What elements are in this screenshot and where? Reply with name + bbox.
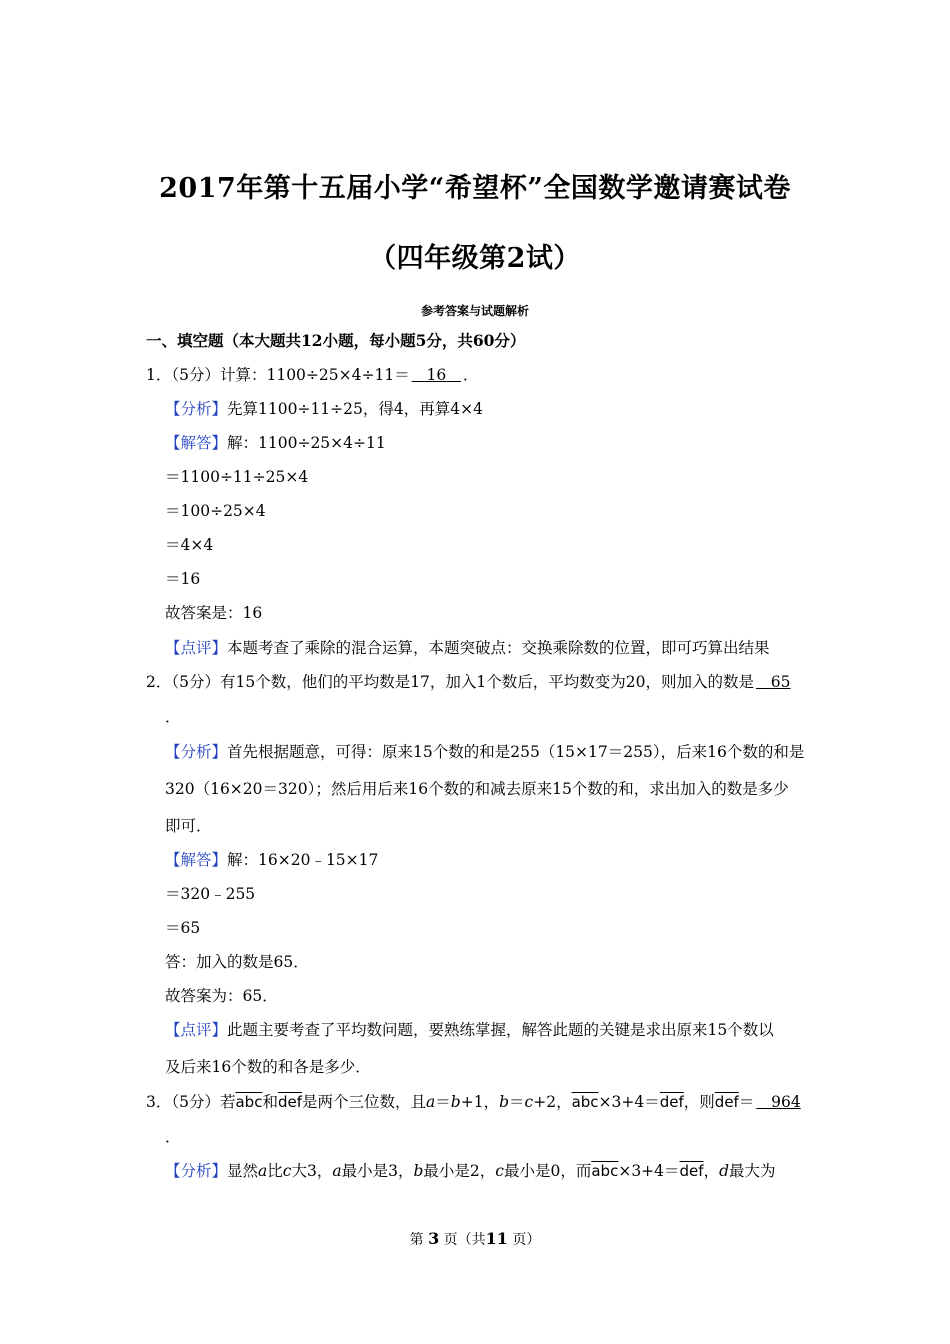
question-2-answer: 65 [770, 673, 791, 691]
comment-tag: 【点评】 [165, 639, 228, 657]
solution-step: ＝4×4 [165, 536, 214, 554]
question-3-analysis: 【分析】显然a比c大3，a最小是3，b最小是2，c最小是0，而$\overline{abc}\times 3+4=\overline{def}$，d最大为 [165, 1162, 776, 1180]
question-1-analysis: 【分析】先算1100÷11÷25，得4，再算4×4 [165, 400, 483, 418]
solution-tag: 【解答】 [165, 851, 228, 869]
question-1-answer: 16 [426, 366, 447, 384]
question-2-final: 故答案为：65． [165, 987, 278, 1005]
question-2-comment: 【点评】此题主要考查了平均数问题，要熟练掌握，解答此题的关键是求出原来15个数以 [165, 1021, 774, 1039]
question-1-comment: 【点评】本题考查了乘除的混合运算，本题突破点：交换乘除数的位置，即可巧算出结果 [165, 639, 770, 657]
question-1-solution: 【解答】解：1100÷25×4÷11 [165, 434, 386, 452]
question-1-stem: 1．（5分）计算：1100÷25×4÷11＝ [146, 366, 410, 384]
question-3-answer: 964 [771, 1093, 801, 1111]
solution-tag: 【解答】 [165, 434, 228, 452]
page-total: 11 [485, 1229, 508, 1248]
abc-number: $\overline{abc}$ [591, 1162, 619, 1180]
section-heading: 一、填空题（本大题共12小题，每小题5分，共60分） [146, 331, 526, 350]
abc-number: $\overline{abc}$ [571, 1093, 599, 1111]
page-footer: 第 3 页（共11 页） [409, 1229, 541, 1248]
question-2 [146, 672, 793, 692]
question-3-end: ． [165, 1128, 181, 1146]
analysis-tag: 【分析】 [165, 1162, 228, 1180]
question-2-comment-cont: 及后来16个数的和各是多少． [165, 1058, 371, 1076]
question-1-final: 故答案是：16 [165, 604, 263, 622]
solution-step: ＝320﹣255 [165, 885, 256, 903]
solution-step: ＝1100÷11÷25×4 [165, 468, 309, 486]
question-2-answer-line: 答：加入的数是65． [165, 953, 309, 971]
solution-step: ＝16 [165, 570, 201, 588]
abc-number: $\overline{abc}$ [235, 1093, 263, 1111]
solution-step: ＝65 [165, 919, 201, 937]
def-number: $\overline{def}$ [679, 1162, 704, 1180]
question-2-stem: 2．（5分）有15个数，他们的平均数是17，加入1个数后，平均数变为20，则加入的数是 [146, 673, 755, 691]
question-2-solution: 【解答】解：16×20﹣15×17 [165, 851, 379, 869]
question-3: 3．（5分）若$\overline{abc}$和$\overline{def}$是两个三位数，且a＝b+1，b＝c+2，$\overline{abc}\times 3+4=\overline{def}$，则$\overline{def}=$ 964 [146, 1093, 801, 1111]
analysis-tag: 【分析】 [165, 400, 228, 418]
question-2-end: ． [165, 708, 181, 726]
page-number: 3 [428, 1229, 440, 1248]
analysis-tag: 【分析】 [165, 743, 228, 761]
exam-subtitle-grade: （四年级第2试） [369, 243, 581, 274]
question-2-analysis: 【分析】首先根据题意，可得：原来15个数的和是255（15×17＝255），后来16个数的和是 [165, 743, 805, 761]
exam-title: 2017年第十五届小学“希望杯”全国数学邀请赛试卷 [159, 173, 791, 204]
question-2-analysis-cont: 320（16×20＝320）；然后用后来16个数的和减去原来15个数的和，求出加入的数是多少 [165, 780, 789, 798]
def-number: $\overline{def}$ [714, 1093, 739, 1111]
solution-step: ＝100÷25×4 [165, 502, 266, 520]
question-1: 1．（5分）计算：1100÷25×4÷11＝ 16 ． [146, 366, 479, 384]
def-number: $\overline{def}$ [277, 1093, 302, 1111]
answer-heading: 参考答案与试题解析 [420, 304, 529, 318]
def-number: $\overline{def}$ [659, 1093, 684, 1111]
question-2-analysis-cont: 即可． [165, 817, 212, 835]
comment-tag: 【点评】 [165, 1021, 228, 1039]
